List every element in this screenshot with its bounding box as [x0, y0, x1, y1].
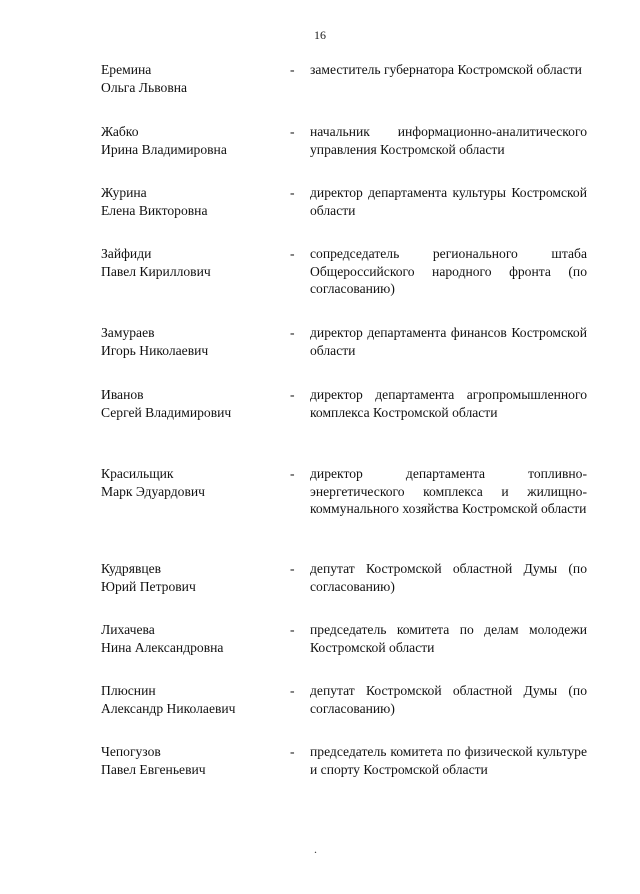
person-name: [101, 465, 281, 500]
separator-dash: -: [290, 62, 295, 77]
person-name: [101, 743, 281, 778]
person-surname: Лихачева: [101, 622, 155, 637]
position-description: директор департамента культуры Костромской области: [310, 185, 587, 218]
position-description: директор департамента топливно-энергетического комплекса и жилищно-коммунального хозяйства Костромской области: [310, 466, 587, 516]
person-given-names: Павел Кириллович: [101, 263, 211, 279]
separator-dash: -: [290, 622, 295, 637]
person-name: [101, 245, 281, 280]
person-given-names: Ирина Владимировна: [101, 141, 227, 157]
person-surname: Плюснин: [101, 683, 156, 698]
separator-dash: -: [290, 466, 295, 481]
position-description: депутат Костромской областной Думы (по согласованию): [310, 561, 587, 594]
bottom-mark: .: [314, 842, 317, 856]
person-given-names: Александр Николаевич: [101, 700, 236, 716]
person-surname: Еремина: [101, 62, 152, 77]
person-surname: Журина: [101, 185, 147, 200]
person-surname: Красильщик: [101, 466, 174, 481]
person-given-names: Павел Евгеньевич: [101, 761, 206, 777]
person-name: [101, 560, 281, 595]
position-description: директор департамента финансов Костромской области: [310, 325, 587, 358]
separator-dash: -: [290, 246, 295, 261]
position-description: председатель комитета по физической культуре и спорту Костромской области: [310, 744, 587, 777]
person-name: [101, 682, 281, 717]
separator-dash: -: [290, 561, 295, 576]
person-given-names: Елена Викторовна: [101, 202, 208, 218]
person-given-names: Юрий Петрович: [101, 578, 196, 594]
separator-dash: -: [290, 185, 295, 200]
person-given-names: Марк Эдуардович: [101, 483, 205, 499]
person-surname: Замураев: [101, 325, 155, 340]
separator-dash: -: [290, 744, 295, 759]
person-name: [101, 324, 281, 359]
position-description: директор департамента агропромышленного комплекса Костромской области: [310, 387, 587, 420]
person-given-names: Сергей Владимирович: [101, 404, 232, 420]
position-description: председатель комитета по делам молодежи Костромской области: [310, 622, 587, 655]
person-given-names: Ольга Львовна: [101, 79, 188, 95]
position-description: депутат Костромской областной Думы (по согласованию): [310, 683, 587, 716]
separator-dash: -: [290, 325, 295, 340]
page-number: 16: [314, 28, 326, 42]
person-name: [101, 621, 281, 656]
position-description: сопредседатель регионального штаба Общероссийского народного фронта (по согласованию): [310, 246, 587, 296]
person-name: [101, 61, 281, 96]
person-name: [101, 386, 281, 421]
separator-dash: -: [290, 124, 295, 139]
separator-dash: -: [290, 683, 295, 698]
person-given-names: Нина Александровна: [101, 639, 224, 655]
person-surname: Зайфиди: [101, 246, 152, 261]
person-name: [101, 123, 281, 158]
position-description: начальник информационно-аналитического управления Костромской области: [310, 124, 587, 157]
person-given-names: Игорь Николаевич: [101, 342, 209, 358]
separator-dash: -: [290, 387, 295, 402]
position-description: заместитель губернатора Костромской области: [310, 62, 582, 77]
person-surname: Иванов: [101, 387, 144, 402]
person-surname: Чепогузов: [101, 744, 161, 759]
person-name: [101, 184, 281, 219]
person-surname: Жабко: [101, 124, 139, 139]
person-surname: Кудрявцев: [101, 561, 162, 576]
